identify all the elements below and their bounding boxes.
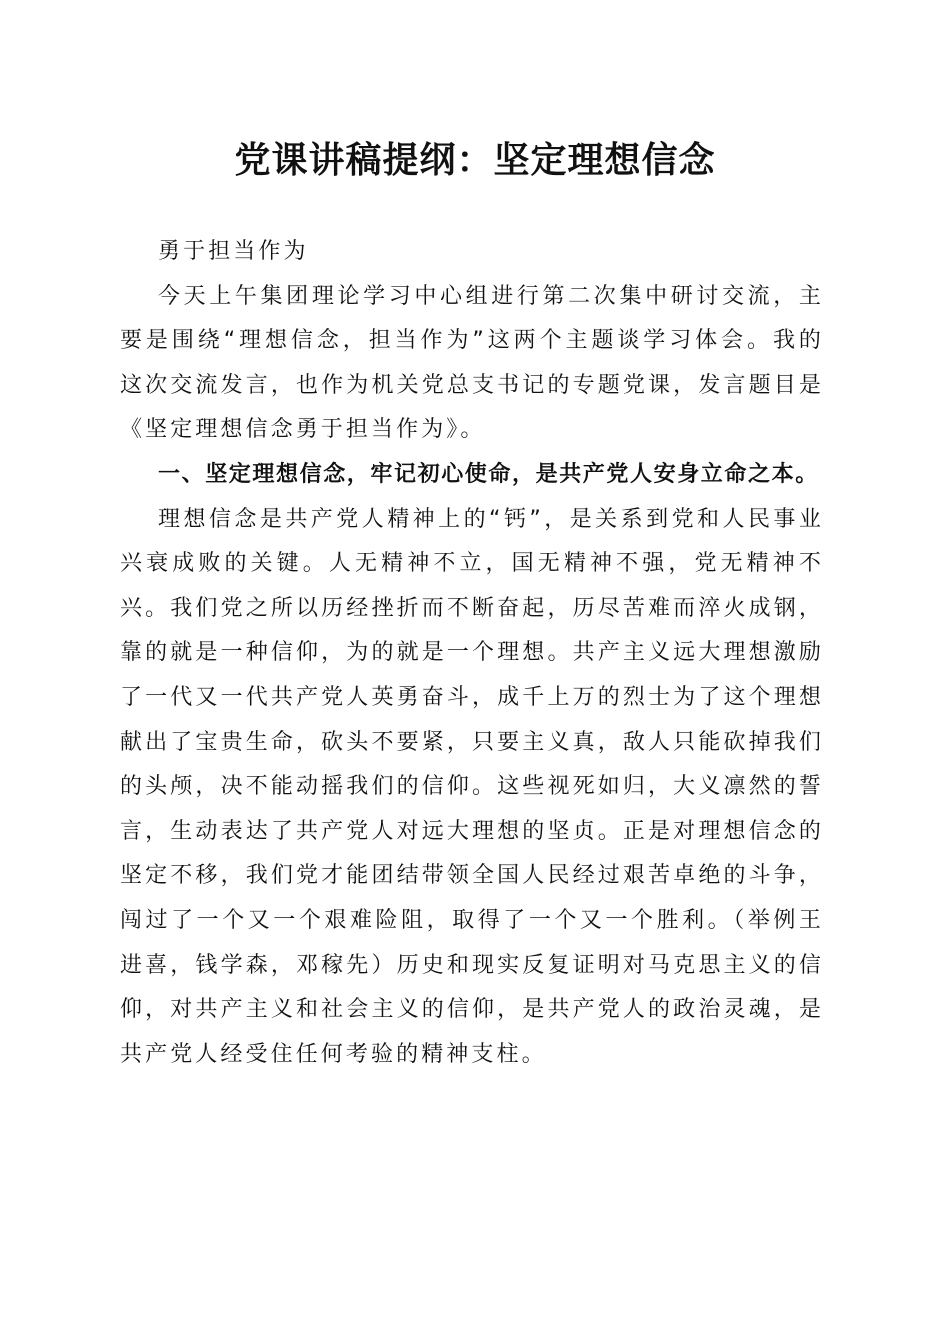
subtitle-paragraph: 勇于担当作为 — [158, 239, 309, 264]
section-body-paragraph: 理想信念是共产党人精神上的“钙”，是关系到党和人民事业兴衰成败的关键。人无精神不立，国无精神不强，党无精神不兴。我们党之所以历经挫折而不断奋起，历尽苦难而淬火成钢，靠的就是一种信仰，为的就是一个理想。共产主义远大理想激励了一代又一代共产党人英勇奋斗，成千上万的烈士为了这个理想献出了宝贵生命，砍头不要紧，只要主义真，敌人只能砍掉我们的头颅，决不能动摇我们的信仰。这些视死如归，大义凛然的誓言，生动表达了共产党人对远大理想的坚贞。正是对理想信念的坚定不移，我们党才能团结带领全国人民经过艰苦卓绝的斗争，闯过了一个又一个艰难险阻，取得了一个又一个胜利。（举例王进喜，钱学森，邓稼先）历史和现实反复证明对马克思主义的信仰，对共产主义和社会主义的信仰，是共产党人的政治灵魂，是共产党人经受住任何考验的精神支柱。 — [120, 506, 824, 1067]
document-body — [120, 230, 824, 1077]
section-heading: 一、坚定理想信念，牢记初心使命，是共产党人安身立命之本。 — [158, 461, 819, 487]
intro-paragraph: 今天上午集团理论学习中心组进行第二次集中研讨交流，主要是围绕“理想信念，担当作为”这两个主题谈学习体会。我的这次交流发言，也作为机关党总支书记的专题党课，发言题目是《坚定理想信念勇于担当作为》。 — [120, 283, 824, 443]
document-title: 党课讲稿提纲：坚定理想信念 — [234, 139, 716, 181]
